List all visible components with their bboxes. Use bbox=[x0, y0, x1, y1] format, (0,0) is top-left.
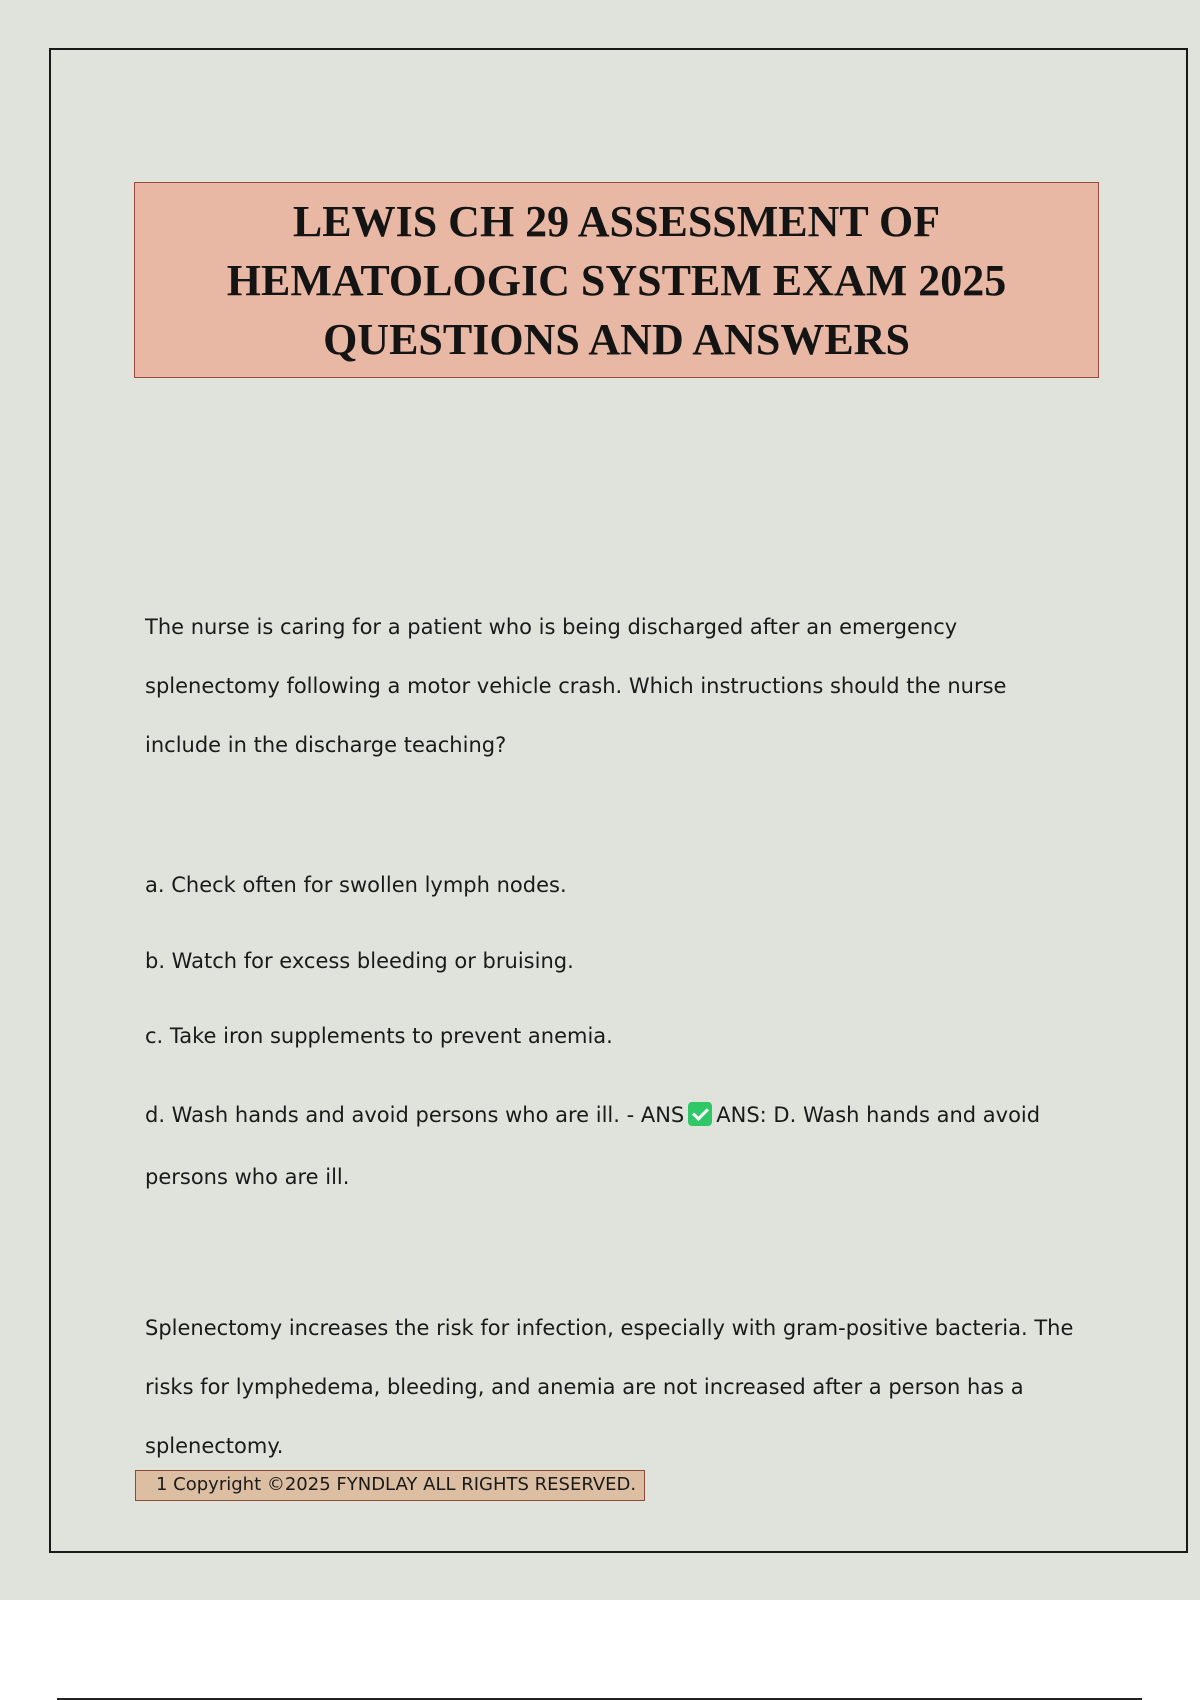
title-banner bbox=[134, 182, 1099, 378]
question-text: The nurse is caring for a patient who is being discharged after an emergency splenectomy following a motor vehicle crash. Which instructions should the nurse include in the discharge teaching? bbox=[145, 615, 1007, 757]
option-b: b. Watch for excess bleeding or bruising. bbox=[145, 949, 574, 973]
check-mark-icon bbox=[688, 1102, 712, 1126]
copyright-footer: 1 Copyright ©2025 FYNDLAY ALL RIGHTS RESERVED. bbox=[135, 1470, 645, 1501]
answer-text: ANS: D. Wash hands and avoid persons who are ill. bbox=[145, 1103, 1041, 1189]
option-c: c. Take iron supplements to prevent anemia. bbox=[145, 1024, 613, 1048]
title-line-1: LEWIS CH 29 ASSESSMENT OF bbox=[292, 196, 941, 246]
rationale-text: Splenectomy increases the risk for infection, especially with gram-positive bacteria. The risks for lymphedema, bleeding, and anemia are not increased after a person has a splenectomy. bbox=[145, 1316, 1074, 1458]
option-a: a. Check often for swollen lymph nodes. bbox=[145, 873, 567, 897]
document-title bbox=[227, 192, 1006, 369]
title-line-3: QUESTIONS AND ANSWERS bbox=[323, 314, 910, 364]
option-d-with-answer bbox=[145, 1084, 1085, 1208]
title-line-2: HEMATOLOGIC SYSTEM EXAM 2025 bbox=[226, 255, 1007, 305]
option-d-text: d. Wash hands and avoid persons who are ill. - ANS bbox=[145, 1103, 685, 1127]
